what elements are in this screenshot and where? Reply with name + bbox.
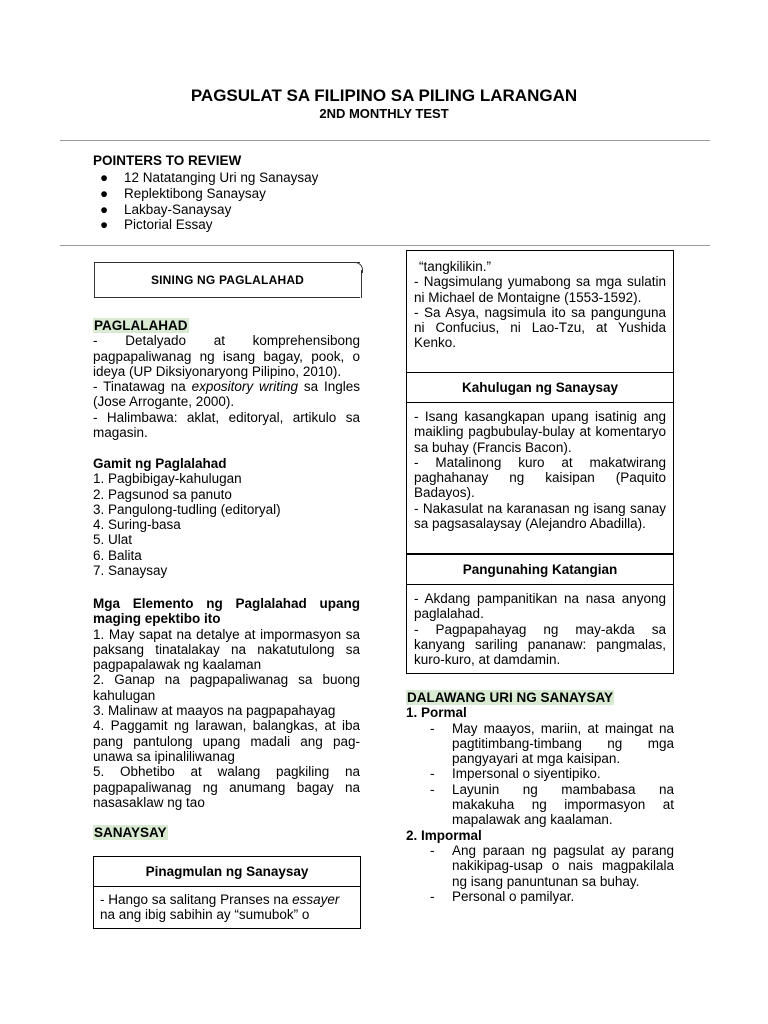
- pormal-label: 1. Pormal: [406, 705, 467, 721]
- elemento-heading: Mga Elemento ng Paglalahad upang maging epektibo ito: [93, 596, 360, 627]
- list-item: 4. Suring-basa: [93, 517, 181, 533]
- sanaysay-section: [93, 825, 168, 840]
- pointers-list: [100, 170, 318, 233]
- text-span: sa Ingles (Jose Arrogante, 2000).: [93, 379, 360, 410]
- list-item: [430, 782, 674, 828]
- bullet-icon: ●: [100, 217, 109, 233]
- pinagmulan-body-box: [93, 886, 361, 929]
- banner-edge: [361, 270, 362, 298]
- paglalahad-examples: - Halimbawa: aklat, editoryal, artikulo sa magasin.: [93, 409, 360, 441]
- list-item: - Akdang pampanitikan na nasa anyong paglalahad.: [414, 591, 666, 622]
- dash-marker: -: [430, 888, 435, 904]
- dalawang-uri-section: [406, 690, 674, 904]
- pointers-heading: POINTERS TO REVIEW: [93, 153, 242, 168]
- katangian-body-box: [406, 584, 674, 674]
- list-item: [430, 889, 674, 904]
- pinagmulan-header-box: [93, 856, 361, 887]
- document-subtitle: 2ND MONTHLY TEST: [319, 106, 449, 121]
- list-item: 6. Balita: [93, 547, 142, 563]
- section-banner: [94, 262, 360, 298]
- pointer-item: Replektibong Sanaysay: [124, 185, 266, 201]
- gamit-section: [93, 456, 360, 578]
- gamit-heading: Gamit ng Paglalahad: [93, 456, 227, 471]
- list-item: 2. Ganap na pagpapaliwanag sa buong kahulugan: [93, 672, 360, 703]
- katangian-header-box: [406, 554, 674, 585]
- text-span: - Hango sa salitang Pranses na: [100, 892, 293, 907]
- list-item: 5. Ulat: [93, 532, 133, 548]
- kahulugan-body-box: [406, 402, 674, 554]
- list-item: - Pagpapahayag ng may-akda sa kanyang sariling pananaw: pangmalas, kuro-kuro, at damdamin.: [414, 621, 666, 668]
- impormal-label: 2. Impormal: [406, 827, 482, 843]
- list-item: 1. Pagbibigay-kahulugan: [93, 471, 242, 487]
- continuation-line: “tangkilikin.”: [419, 259, 492, 274]
- list-item-text: Layunin ng mambabasa na makakuha ng impormasyon at mapalawak ang kaalaman.: [452, 781, 674, 828]
- list-item: [100, 217, 318, 233]
- pointer-item: Pictorial Essay: [124, 217, 213, 233]
- kahulugan-heading: Kahulugan ng Sanaysay: [461, 380, 619, 395]
- katangian-heading: Pangunahing Katangian: [462, 562, 618, 577]
- bullet-icon: ●: [100, 201, 109, 217]
- list-item: [430, 766, 674, 781]
- pinagmulan-heading: Pinagmulan ng Sanaysay: [145, 864, 309, 879]
- list-item-text: Impersonal o siyentipiko.: [452, 766, 601, 782]
- emphasis-text: expository writing: [191, 379, 298, 395]
- pointer-item: 12 Natatanging Uri ng Sanaysay: [124, 170, 319, 185]
- list-item: - Matalinong kuro at makatwirang paghahanay ng kaisipan (Paquito Badayos).: [414, 454, 666, 501]
- emphasis-text: essayer: [292, 892, 340, 907]
- kahulugan-header-box: [406, 372, 674, 403]
- pointers-divider: [60, 245, 710, 246]
- dash-marker: -: [430, 842, 435, 858]
- paglalahad-section: [93, 318, 360, 440]
- text-span: na ang ibig sabihin ay “sumubok” o: [100, 907, 310, 923]
- list-item: 3. Pangulong-tudling (editoryal): [93, 501, 281, 517]
- list-item: 2. Pagsunod sa panuto: [93, 486, 232, 502]
- header-divider: [60, 140, 710, 141]
- list-item-text: Ang paraan ng pagsulat ay parang nakikipag-usap o nais magpakilala ng isang panuntunan sa buhay.: [452, 842, 674, 889]
- dash-marker: -: [430, 720, 435, 736]
- paglalahad-definition: - Detalyado at komprehensibong pagpapaliwanag ng isang bagay, pook, o ideya (UP Diksiyonaryong Pilipino, 2010).: [93, 333, 360, 379]
- pointer-item: Lakbay-Sanaysay: [124, 201, 232, 217]
- list-item: [100, 202, 318, 218]
- continuation-box: [406, 250, 674, 373]
- list-item: 1. May sapat na detalye at impormasyon sa paksang tinatalakay na nakatutulong sa pagpapalawak ng kaalaman: [93, 626, 360, 673]
- list-item: 5. Obhetibo at walang pagkiling na pagpapaliwanag ng anumang bagay na nasasaklaw ng tao: [93, 764, 360, 810]
- pormal-list: [406, 721, 674, 828]
- bullet-icon: ●: [100, 185, 109, 201]
- list-item: 3. Malinaw at maayos na pagpapahayag: [93, 703, 336, 719]
- list-item: [430, 843, 674, 889]
- list-item: - Isang kasangkapan upang isatinig ang maikling pagbubulay-bulay at komentaryo sa buhay (Francis Bacon).: [414, 409, 666, 455]
- paglalahad-expository: [93, 379, 360, 410]
- elemento-section: [93, 596, 360, 810]
- dash-marker: -: [430, 781, 435, 797]
- continuation-asya: - Sa Asya, nagsimula ito sa pangunguna ni Confucius, ni Lao-Tzu, at Yushida Kenko.: [414, 304, 666, 351]
- document-title: PAGSULAT SA FILIPINO SA PILING LARANGAN: [190, 86, 578, 105]
- list-item: 4. Paggamit ng larawan, balangkas, at iba pang pantulong upang madali ang pag-unawa sa ipinaliliwanag: [93, 718, 360, 764]
- banner-label: SINING NG PAGLALAHAD: [150, 273, 305, 287]
- pinagmulan-text: [100, 892, 354, 923]
- list-item: [100, 170, 318, 186]
- continuation-montaigne: - Nagsimulang yumabong sa mga sulatin ni Michael de Montaigne (1553-1592).: [414, 274, 666, 305]
- list-item: 7. Sanaysay: [93, 563, 168, 579]
- list-item: [430, 721, 674, 767]
- sanaysay-heading: SANAYSAY: [94, 825, 167, 840]
- dash-marker: -: [430, 766, 435, 782]
- paglalahad-heading: PAGLALAHAD: [94, 318, 188, 333]
- text-span: - Tinatawag na: [93, 379, 192, 395]
- list-item: - Nakasulat na karanasan ng isang sanay sa pagsasalaysay (Alejandro Abadilla).: [414, 500, 666, 532]
- dalawang-uri-heading: DALAWANG URI NG SANAYSAY: [407, 690, 614, 705]
- list-item-text: Personal o pamilyar.: [452, 888, 575, 904]
- list-item-text: May maayos, mariin, at maingat na pagtitimbang-timbang ng mga pangyayari at mga kaisipan.: [452, 720, 674, 767]
- bullet-icon: ●: [100, 170, 109, 185]
- impormal-list: [406, 843, 674, 904]
- list-item: [100, 186, 318, 202]
